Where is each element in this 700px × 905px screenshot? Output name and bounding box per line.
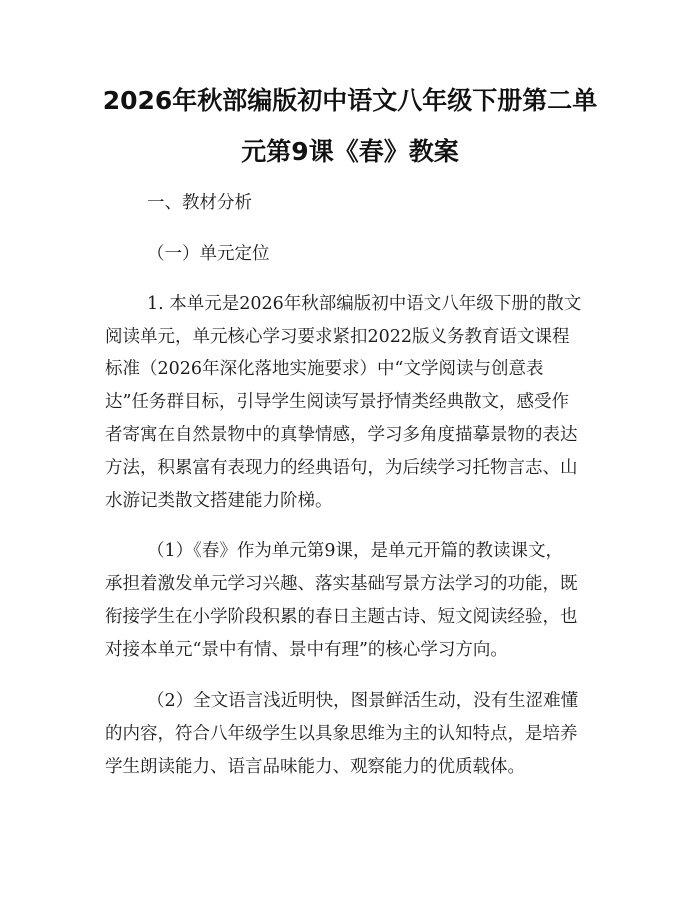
paragraph-line: 对接本单元“景中有情、景中有理”的核心学习方向。 — [105, 640, 508, 660]
paragraph-line: 达”任务群目标，引导学生阅读写景抒情类经典散文，感受作 — [105, 392, 569, 412]
paragraph-line: 衔接学生在小学阶段积累的春日主题古诗、短文阅读经验，也 — [105, 607, 578, 627]
subsection-heading-unit-positioning: （一）单元定位 — [147, 244, 270, 264]
paragraph-line: 水游记类散文搭建能力阶梯。 — [105, 491, 333, 511]
paragraph-line: 方法，积累富有表现力的经典语句，为后续学习托物言志、山 — [105, 458, 578, 478]
paragraph-line: 者寄寓在自然景物中的真挚情感，学习多角度描摹景物的表达 — [105, 425, 578, 445]
paragraph-line: 1. 本单元是2026年秋部编版初中语文八年级下册的散文 — [147, 294, 582, 314]
paragraph-line: 的内容，符合八年级学生以具象思维为主的认知特点，是培养 — [105, 724, 578, 744]
title-line-1: 2026年秋部编版初中语文八年级下册第二单 — [102, 86, 598, 115]
paragraph-line: （1）《春》作为单元第9课，是单元开篇的教读课文， — [147, 541, 564, 561]
paragraph-line: 承担着激发单元学习兴趣、落实基础写景方法学习的功能，既 — [105, 574, 578, 594]
paragraph-line: 阅读单元，单元核心学习要求紧扣2022版义务教育语文课程 — [105, 327, 570, 347]
section-heading-teaching-material-analysis: 一、教材分析 — [147, 193, 252, 213]
paragraph-line: 学生朗读能力、语言品味能力、观察能力的优质载体。 — [105, 757, 525, 777]
title-line-2: 元第9课《春》教案 — [241, 137, 459, 166]
paragraph-line: 标准（2026年深化落地实施要求）中“文学阅读与创意表 — [105, 359, 544, 379]
paragraph-line: （2）全文语言浅近明快，图景鲜活生动，没有生涩难懂 — [147, 691, 579, 711]
